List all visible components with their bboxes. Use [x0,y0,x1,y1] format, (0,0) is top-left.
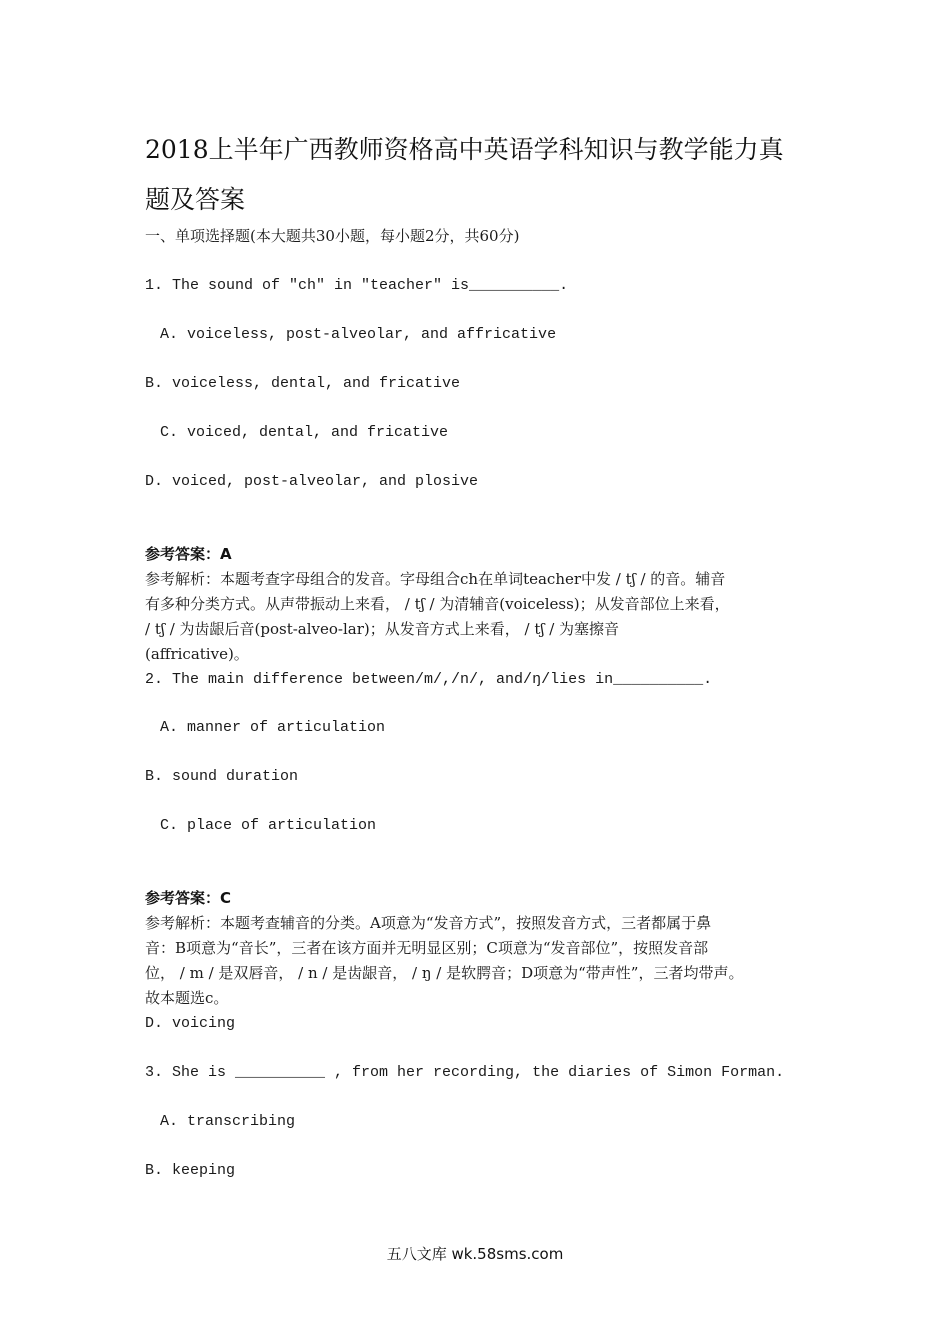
question-2-stem: 2. The main difference between/m/,/n/, and/ŋ/lies in__________. [145,671,713,688]
question-3-option-a: A. transcribing [160,1113,296,1130]
question-1-option-b: B. voiceless, dental, and fricative [145,375,461,392]
explanation-line: 故本题选c。 [145,989,229,1007]
explanation-line: 参考解析：本题考查字母组合的发音。字母组合ch在单词teacher中发 / tʃ / 的音。辅音 [145,570,726,588]
question-1-answer: 参考答案：A [145,545,232,563]
document-title-line-2: 题及答案 [145,185,246,214]
explanation-line: 音：B项意为“音长”，三者在该方面并无明显区别；C项意为“发音部位”，按照发音部 [145,939,709,957]
question-2-option-b: B. sound duration [145,768,299,785]
question-1-option-a: A. voiceless, post-alveolar, and affricative [160,326,557,343]
section-heading: 一、单项选择题(本大题共30小题，每小题2分，共60分) [145,227,520,245]
explanation-line: / tʃ / 为齿龈后音(post-alveo-lar)；从发音方式上来看， / tʃ / 为塞擦音 [145,620,620,638]
question-1-explanation [145,567,825,667]
question-1-option-d: D. voiced, post-alveolar, and plosive [145,473,479,490]
question-3-option-b: B. keeping [145,1162,236,1179]
question-1-option-c: C. voiced, dental, and fricative [160,424,449,441]
question-3-stem: 3. She is __________ , from her recording, the diaries of Simon Forman. [145,1064,785,1081]
document-title-line-1: 2018上半年广西教师资格高中英语学科知识与教学能力真 [145,135,784,164]
explanation-line: 参考解析：本题考查辅音的分类。A项意为“发音方式”，按照发音方式，三者都属于鼻 [145,914,712,932]
question-2-option-c: C. place of articulation [160,817,377,834]
explanation-line: (affricative)。 [145,645,249,663]
question-2-explanation [145,911,825,1011]
footer-watermark: 五八文库 wk.58sms.com [386,1245,564,1263]
question-2-answer: 参考答案：C [145,889,232,907]
explanation-line: 位， / m / 是双唇音， / n / 是齿龈音， / ŋ / 是软腭音；D项意为“带声性”，三者均带声。 [145,964,744,982]
question-2-option-a: A. manner of articulation [160,719,386,736]
question-1-stem: 1. The sound of "ch" in "teacher" is__________. [145,277,569,294]
question-2-option-d: D. voicing [145,1015,236,1032]
explanation-line: 有多种分类方式。从声带振动上来看， / tʃ / 为清辅音(voiceless)；从发音部位上来看， [145,595,730,613]
